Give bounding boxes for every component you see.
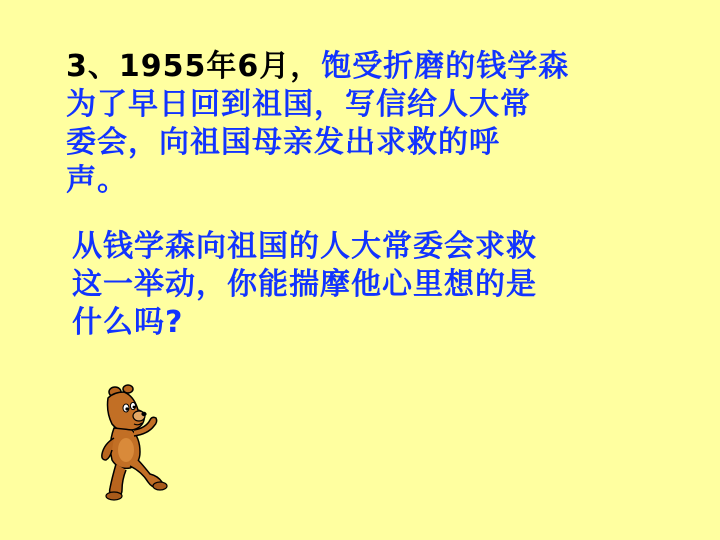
question-line-1: 从钱学森向祖国的人大常委会求救: [72, 229, 537, 264]
question-paragraph: [72, 228, 632, 342]
walking-bear-icon: [98, 384, 178, 504]
story-paragraph: [66, 48, 626, 200]
story-line-3: 委会，向祖国母亲发出求救的呼: [66, 125, 500, 160]
story-line-1: [66, 48, 626, 86]
story-line-4: 声。: [66, 163, 128, 198]
story-line-2: 为了早日回到祖国，写信给人大常: [66, 87, 531, 122]
question-line-2: 这一举动，你能揣摩他心里想的是: [72, 267, 537, 302]
date-prefix: 3、1955年6月，: [66, 49, 322, 84]
story-line-1-text: 饱受折磨的钱学森: [321, 49, 570, 84]
question-line-3: 什么吗?: [72, 305, 184, 340]
